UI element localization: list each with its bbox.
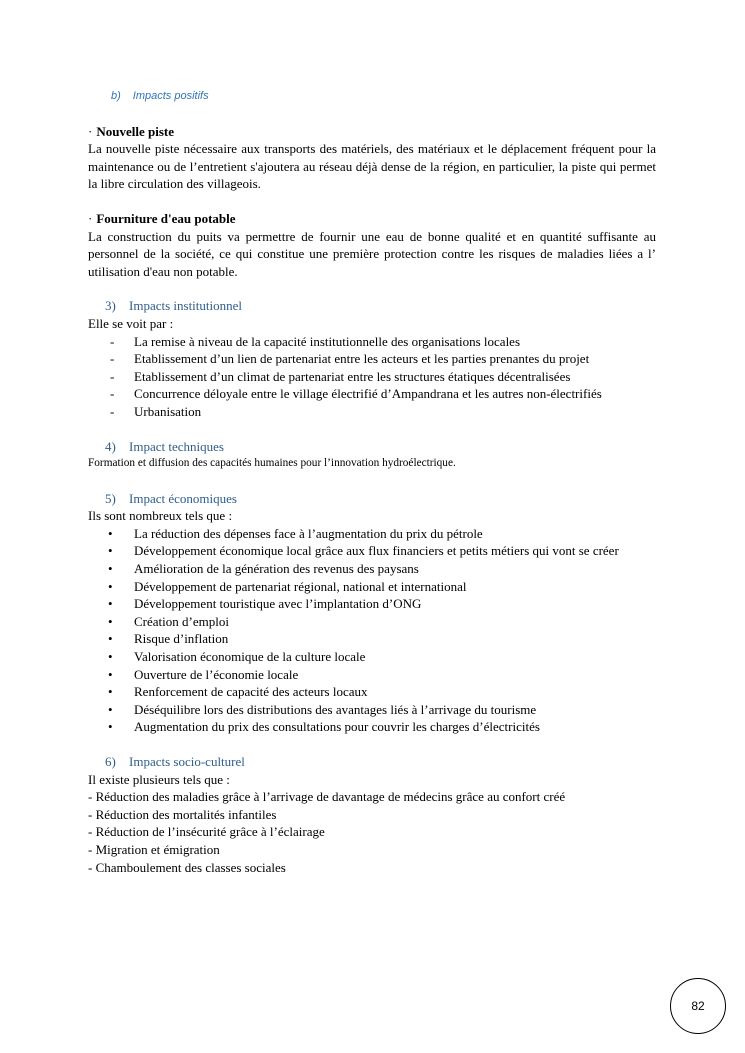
subsection-label: b): [111, 90, 121, 102]
list-item: • Amélioration de la génération des revenus des paysans: [108, 561, 419, 577]
list-item: • Déséquilibre lors des distributions des avantages liés à l’arrivage du tourisme: [108, 701, 537, 717]
subsection-title: Impacts positifs: [132, 90, 209, 102]
list-item: - Chamboulement des classes sociales: [88, 859, 286, 875]
section-3-heading: [105, 297, 656, 315]
list-item: • Développement de partenariat régional, national et international: [108, 578, 467, 594]
list-item: • Renforcement de capacité des acteurs locaux: [108, 684, 368, 700]
page-number: 82: [670, 978, 726, 1034]
list-item: • Ouverture de l’économie locale: [108, 666, 299, 682]
section-6-heading: [105, 753, 656, 771]
list-item: - Migration et émigration: [88, 841, 220, 857]
section-6-list: [88, 788, 656, 876]
eau-potable-heading: [88, 210, 656, 228]
section-3-list: [88, 333, 656, 421]
list-item: • Augmentation du prix des consultations pour couvrir les charges d’électricités: [108, 719, 540, 735]
list-item: - La remise à niveau de la capacité institutionnelle des organisations locales: [110, 333, 521, 349]
subsection-heading-impacts-positifs: [111, 88, 656, 106]
list-item: - Réduction des mortalités infantiles: [88, 806, 277, 822]
list-item: - Etablissement d’un lien de partenariat entre les acteurs et les parties prenantes du projet: [110, 351, 590, 367]
section-number: 6): [105, 754, 116, 769]
section-6-intro: Il existe plusieurs tels que :: [88, 771, 230, 787]
section-number: 5): [105, 490, 116, 506]
heading-text: Nouvelle piste: [96, 123, 174, 139]
nouvelle-piste-paragraph: La nouvelle piste nécessaire aux transports des matériels, des matériaux et le déplacement fréquent pour la maintenance ou de l’entretient s'ajoutera au réseau déjà dense de la région, en particulier, la piste qui permet la libre circulation des villageois.: [88, 141, 656, 192]
list-item: • Développement économique local grâce aux flux financiers et petits métiers qui vont se créer: [108, 543, 619, 559]
heading-text: Fourniture d'eau potable: [96, 210, 236, 226]
section-title: Impacts institutionnel: [129, 298, 243, 314]
section-5-intro: Ils sont nombreux tels que :: [88, 508, 233, 524]
heading-bullet: ·: [88, 123, 93, 139]
nouvelle-piste-heading: [88, 123, 656, 141]
list-item: - Urbanisation: [110, 403, 202, 419]
list-item: - Réduction de l’insécurité grâce à l’éclairage: [88, 824, 325, 840]
section-title: Impacts socio-culturel: [129, 754, 245, 769]
list-item: • Création d’emploi: [108, 613, 229, 629]
section-3-intro: Elle se voit par :: [88, 315, 174, 331]
section-4-heading: [105, 438, 656, 456]
list-item: • La réduction des dépenses face à l’augmentation du prix du pétrole: [108, 525, 483, 541]
section-title: Impact économiques: [129, 490, 237, 506]
list-item: • Valorisation économique de la culture locale: [108, 649, 366, 665]
list-item: - Réduction des maladies grâce à l’arrivage de davantage de médecins grâce au confort créé: [88, 789, 566, 805]
section-5-list: [88, 525, 656, 736]
list-item: - Concurrence déloyale entre le village électrifié d’Ampandrana et les autres non-électrifiés: [110, 386, 602, 402]
section-5-heading: [105, 490, 656, 508]
eau-potable-paragraph: La construction du puits va permettre de fournir une eau de bonne qualité et en quantité suffisante au personnel de la société, ce qui constitue une première protection contre les risques de maladies liées a l’ utilisation d'eau non potable.: [88, 228, 656, 279]
section-number: 4): [105, 438, 116, 454]
list-item: • Risque d’inflation: [108, 631, 229, 647]
page-content: [88, 88, 656, 876]
list-item: • Développement touristique avec l’implantation d’ONG: [108, 596, 422, 612]
section-title: Impact techniques: [129, 438, 224, 454]
heading-bullet: ·: [88, 210, 93, 226]
section-4-paragraph: Formation et diffusion des capacités humaines pour l’innovation hydroélectrique.: [88, 457, 456, 470]
section-number: 3): [105, 298, 116, 314]
list-item: - Etablissement d’un climat de partenariat entre les structures étatiques décentralisées: [110, 368, 571, 384]
